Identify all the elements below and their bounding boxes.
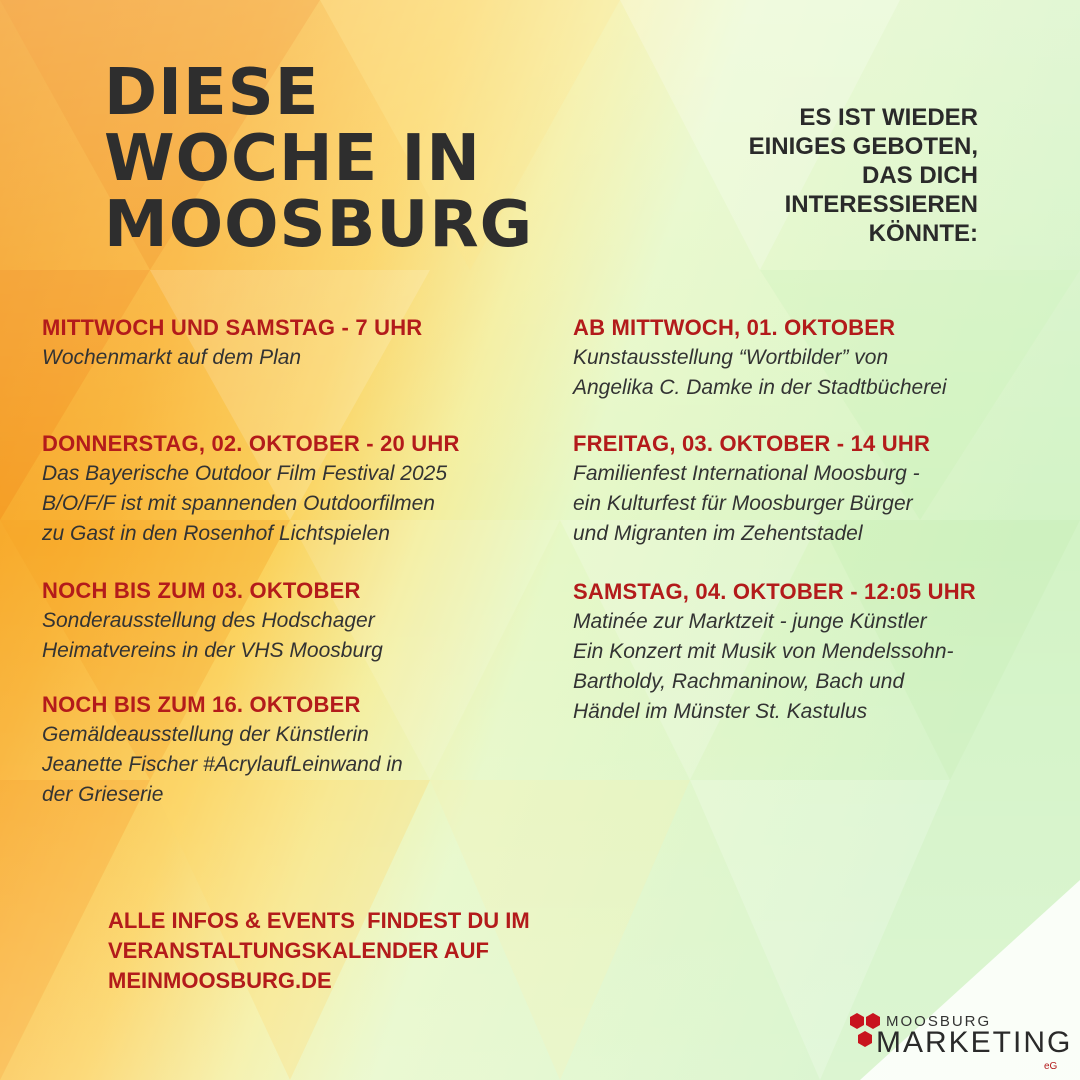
footer-callout: [108, 906, 530, 996]
intro-line: KÖNNTE:: [868, 220, 978, 247]
intro-line: EINIGES GEBOTEN,: [748, 133, 978, 160]
event-line: ein Kulturfest für Moosburger Bürger: [573, 492, 913, 515]
event-line: der Grieserie: [42, 783, 164, 806]
event-description: [573, 343, 947, 403]
intro-line: ES IST WIEDER: [799, 104, 978, 131]
event-description: [42, 720, 403, 810]
footer-line: VERANSTALTUNGSKALENDER AUF: [108, 938, 489, 963]
footer-line: MEINMOOSBURG.DE: [108, 968, 332, 993]
event-heading: MITTWOCH UND SAMSTAG - 7 UHR: [42, 315, 423, 340]
event-heading: DONNERSTAG, 02. OKTOBER - 20 UHR: [42, 431, 460, 456]
event-item: [42, 429, 460, 549]
page-title: [104, 56, 534, 262]
event-line: und Migranten im Zehentstadel: [573, 522, 863, 545]
event-item: [573, 313, 947, 403]
event-item: [42, 313, 422, 373]
event-line: Wochenmarkt auf dem Plan: [42, 346, 302, 369]
event-line: Händel im Münster St. Kastulus: [573, 700, 868, 723]
moosburg-marketing-logo: [846, 1010, 1076, 1078]
event-item: [42, 690, 403, 810]
event-heading: NOCH BIS ZUM 16. OKTOBER: [42, 692, 361, 717]
event-line: Matinée zur Marktzeit - junge Künstler: [573, 610, 927, 633]
event-line: Sonderausstellung des Hodschager: [42, 609, 375, 632]
event-heading: NOCH BIS ZUM 03. OKTOBER: [42, 578, 361, 603]
event-item: [42, 576, 383, 666]
event-line: Heimatvereins in der VHS Moosburg: [42, 639, 383, 662]
event-heading: AB MITTWOCH, 01. OKTOBER: [573, 315, 896, 340]
event-item: [573, 429, 930, 549]
event-line: Gemäldeausstellung der Künstlerin: [42, 723, 369, 746]
event-line: Das Bayerische Outdoor Film Festival 2025: [42, 462, 447, 485]
intro-text: [678, 103, 978, 248]
event-line: Ein Konzert mit Musik von Mendelssohn-: [573, 640, 954, 663]
event-heading: FREITAG, 03. OKTOBER - 14 UHR: [573, 431, 931, 456]
logo-top-text: MOOSBURG: [886, 1013, 992, 1030]
event-line: Kunstausstellung “Wortbilder” von: [573, 346, 889, 369]
event-line: Angelika C. Damke in der Stadtbücherei: [573, 376, 947, 399]
event-description: [42, 343, 422, 373]
event-heading: SAMSTAG, 04. OKTOBER - 12:05 UHR: [573, 579, 976, 604]
title-line: WOCHE IN: [104, 122, 481, 196]
event-description: [573, 459, 930, 549]
intro-line: INTERESSIEREN: [784, 191, 978, 218]
event-description: [573, 607, 976, 727]
title-line: MOOSBURG: [104, 188, 534, 262]
logo-main-text: MARKETING: [876, 1026, 1073, 1059]
footer-line: ALLE INFOS & EVENTS FINDEST DU IM: [108, 908, 530, 933]
logo-suffix-text: eG: [1044, 1061, 1058, 1072]
event-item: [573, 577, 976, 727]
title-line: DIESE: [104, 56, 320, 130]
event-description: [42, 459, 460, 549]
event-line: Jeanette Fischer #AcrylaufLeinwand in: [42, 753, 403, 776]
event-line: B/O/F/F ist mit spannenden Outdoorfilmen: [42, 492, 435, 515]
intro-line: DAS DICH: [861, 162, 978, 189]
event-description: [42, 606, 383, 666]
event-line: Familienfest International Moosburg -: [573, 462, 920, 485]
event-line: zu Gast in den Rosenhof Lichtspielen: [42, 522, 390, 545]
event-line: Bartholdy, Rachmaninow, Bach und: [573, 670, 905, 693]
